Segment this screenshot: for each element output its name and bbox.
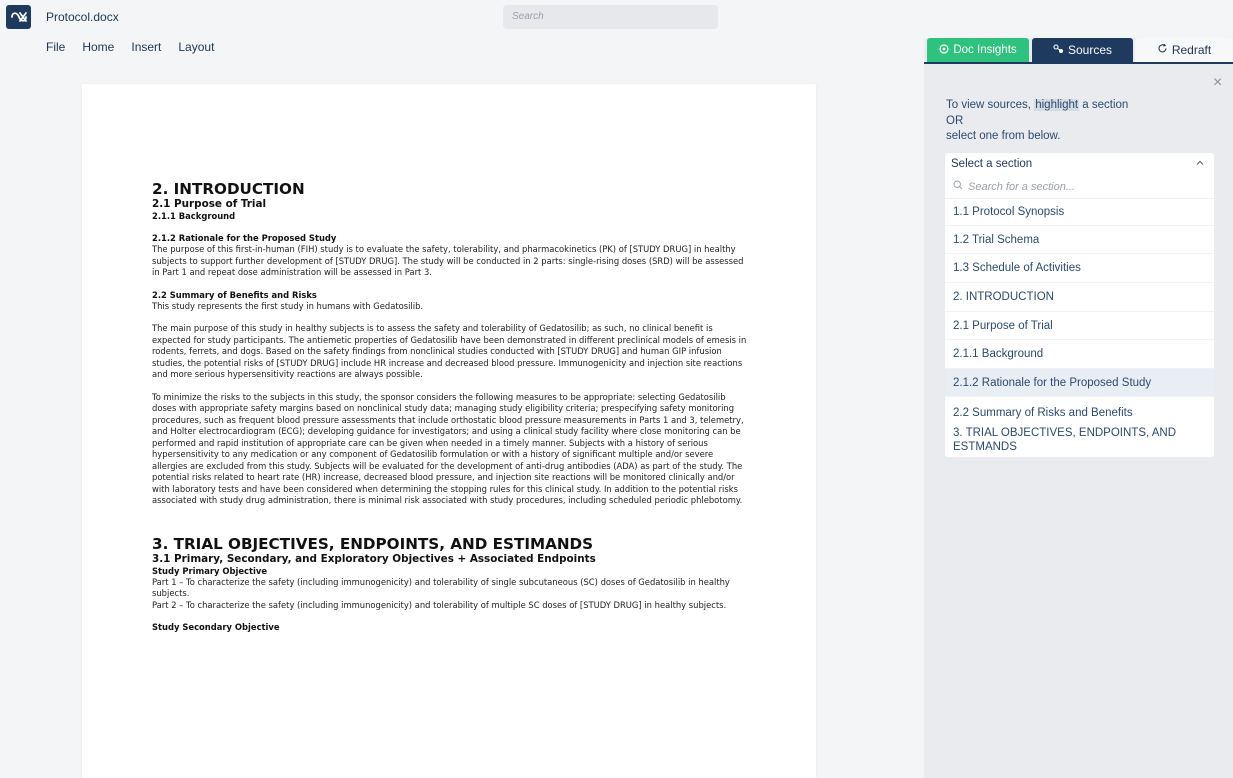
heading-primary-objectives: 3.1 Primary, Secondary, and Exploratory Objectives + Associated Endpoints — [152, 552, 596, 565]
paragraph-part-1: Part 1 – To characterize the safety (including immunogenicity) and tolerability of single subcutaneous (SC) doses of Gedatosilib in healthy subjects. — [152, 576, 730, 598]
section-search-input[interactable] — [945, 175, 1214, 199]
app-logo-icon[interactable] — [6, 5, 31, 29]
tab-sources[interactable] — [1032, 38, 1133, 62]
paragraph-part-2: Part 2 – To characterize the safety (including immunogenicity) and tolerability of multiple SC doses of [STUDY DRUG] in healthy subjects. — [152, 599, 727, 610]
heading-summary: 2.2 Summary of Benefits and Risks — [152, 289, 317, 300]
instructions-text-pre: To view sources, — [946, 99, 1032, 111]
tab-redraft-label: Redraft — [1171, 43, 1212, 57]
chevron-up-icon[interactable] — [1195, 157, 1205, 171]
paragraph-summary-2: The main purpose of this study in healthy subjects is to assess the safety and tolerability of Gedatosilib; as such, no clinical benefit is expected for study participants. The antiemetic properties of Gedatosilib have been demonstrated in different preclinical models of emesis in rodents, ferrets, and dogs. Based on the safety findings from nonclinical studies conducted with [STUDY DRUG] and human GIP infusion studies, the potential risks of [STUDY DRUG] include HR increase and decreased blood pressure. Immunogenicity and injection site reactions and more serious hypersensitivity reactions are always possible. — [152, 323, 747, 379]
section-item[interactable]: 2.1.1 Background — [945, 340, 1214, 369]
menu-bar — [46, 40, 214, 54]
search-icon — [953, 180, 963, 193]
paragraph-summary-1: This study represents the first study in humans with Gedatosilib. — [152, 300, 424, 311]
heading-trial-objectives: 3. TRIAL OBJECTIVES, ENDPOINTS, AND ESTIMANDS — [152, 534, 594, 553]
menu-file[interactable]: File — [46, 40, 66, 54]
panel-tabs — [924, 38, 1233, 62]
section-item-selected[interactable]: 2.1.2 Rationale for the Proposed Study — [945, 369, 1214, 397]
section-item[interactable]: 2.1 Purpose of Trial — [945, 312, 1214, 340]
heading-rationale: 2.1.2 Rationale for the Proposed Study — [152, 233, 337, 243]
sources-instructions — [946, 98, 1128, 145]
section-item[interactable]: 3. TRIAL OBJECTIVES, ENDPOINTS, AND ESTMANDS — [953, 427, 1177, 453]
close-icon[interactable]: × — [1213, 74, 1223, 91]
sources-panel — [924, 38, 1233, 778]
document-page[interactable] — [82, 84, 816, 778]
tab-doc-insights-label: Doc Insights — [953, 44, 1017, 56]
tab-doc-insights[interactable] — [927, 38, 1029, 62]
heading-background: 2.1.1 Background — [152, 211, 236, 221]
document-body[interactable] — [152, 180, 748, 633]
title-bar — [0, 0, 1233, 34]
section-item[interactable]: 1.2 Trial Schema — [945, 226, 1214, 254]
tab-redraft[interactable] — [1135, 38, 1233, 62]
heading-study-primary-objective: Study Primary Objective — [152, 565, 268, 576]
section-item[interactable]: 1.1 Protocol Synopsis — [945, 199, 1214, 226]
instructions-select: select one from below. — [946, 130, 1061, 142]
document-title: Protocol.docx — [46, 10, 119, 24]
paragraph-rationale: The purpose of this first-in-human (FIH) study is to evaluate the safety, tolerability, and pharmacokinetics (PK) of [STUDY DRUG] in healthy subjects to support further development of [STUDY DRUG]. The study will be conducted in 2 parts: single-rising doses (SRD) will be assessed in Part 1 and repeat dose administration will be assessed in Part 3. — [152, 244, 744, 277]
search-input[interactable]: Search — [503, 5, 718, 29]
insights-icon — [939, 44, 949, 57]
section-item[interactable]: 2. INTRODUCTION — [945, 283, 1214, 312]
menu-insert[interactable]: Insert — [131, 40, 162, 54]
instructions-text-post: a section — [1082, 99, 1129, 111]
instructions-or: OR — [946, 114, 964, 127]
sources-icon — [1053, 43, 1064, 57]
section-search-placeholder: Search for a section... — [968, 180, 1075, 193]
section-select-label: Select a section — [951, 158, 1033, 170]
section-select[interactable] — [945, 153, 1214, 175]
paragraph-summary-3: To minimize the risks to the subjects in this study, the sponsor considers the following measures to be appropriate: selecting Gedatosilib doses with appropriate safety margins based on nonclinical study data; managing study eligibility criteria; prespecifying safety monitoring procedures, such as frequent blood pressure assessments that include orthostatic blood pressure measurements in Parts 1 and 3, telemetry, and Holter electrocardiogram (ECG); developing guidance for investigators; and using a clinical study facility where close monitoring can be performed and rapid institution of appropriate care can be given when needed in a timely manner. Subjects with a history of serious hypersensitivity to any medication or any component of Gedatosilib formulation or with a history of significant multiple and/or severe allergies are excluded from this study. Subjects will be evaluated for the development of anti-drug antibodies (ADA) as part of the study. The potential risks related to heart rate (HR) increase, decreased blood pressure, and injection site reactions will be monitored clinically and/or with laboratory tests and have been considered when determining the stopping rules for this clinical study. In addition to the potential risks associated with study drug administration, there is minimal risk associated with study procedures, including scheduled periodic phlebotomy. — [152, 391, 744, 505]
section-select-dropdown — [945, 153, 1214, 457]
menu-home[interactable]: Home — [82, 40, 115, 54]
menu-layout[interactable]: Layout — [178, 40, 215, 54]
instructions-highlight: highlight — [1035, 99, 1079, 111]
section-item[interactable]: 2.2 Summary of Risks and Benefits — [953, 406, 1133, 419]
heading-study-secondary-objective: Study Secondary Objective — [152, 622, 280, 632]
section-item[interactable]: 1.3 Schedule of Activities — [945, 254, 1214, 283]
heading-introduction: 2. INTRODUCTION — [152, 180, 305, 198]
tab-underline — [924, 62, 1233, 64]
heading-purpose-of-trial: 2.1 Purpose of Trial — [152, 198, 267, 210]
tab-sources-label: Sources — [1067, 43, 1113, 57]
refresh-icon — [1157, 43, 1168, 57]
